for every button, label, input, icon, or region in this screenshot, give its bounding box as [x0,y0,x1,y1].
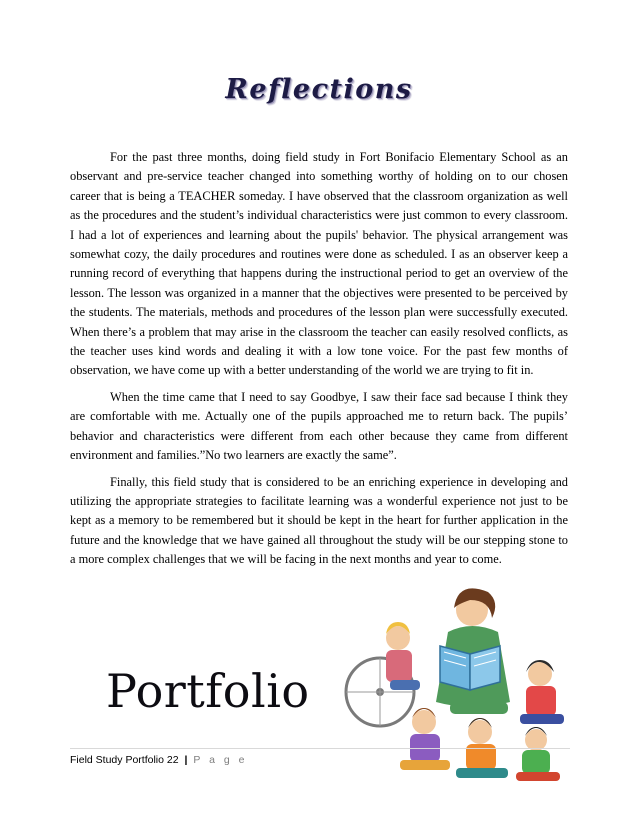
paragraph-1: For the past three months, doing field study in Fort Bonifacio Elementary School as an observant and pre-service teacher changed into something worthy of holding on to our chosen career that is being a TEACHER someday. I have observed that the classroom organization as well as the procedures and the student’s individual characteristics were just common to every classroom. I had a lot of experiences and learning about the pupils' behavior. The physical arrangement was somewhat cozy, the daily procedures and routines were done as scheduled. I as an observer keep a running record of everything that happens during the instructional period to get an overview of the lesson. The lesson was organized in a manner that the objectives were presented to be perceived by the students. The materials, methods and procedures of the lesson plan were successfully executed. When there’s a problem that may arise in the classroom the teacher can easily resolved conflicts, as the teacher uses kind words and dealing it with a low tone voice. For the past few months of observation, we have come up with a better understanding of the world we are trying to fit in. [70,150,568,378]
page-title: Reflections [225,74,413,105]
footer-page-label: P a g e [193,754,248,766]
footer-divider [70,748,570,749]
footer-separator: | [184,754,188,766]
page-footer [70,754,247,766]
footer-text: Field Study Portfolio 22 [70,754,179,766]
paragraph-2: When the time came that I need to say Goodbye, I saw their face sad because I think they are comfortable with me. Actually one of the pupils approached me to return back. The pupils’ behavior and characteristics were different from each other because they came from different environment and families.”No two learners are exactly the same”. [70,389,568,463]
paragraph-3: Finally, this field study that is considered to be an enriching experience in developing and utilizing the appropriate strategies to facilitate learning was a wonderful experience not just to be kept as a memory to be remembered but it should be kept in the heart for further application in the future and the knowledge that we have gained all throughout the study will be our stepping stone to a more complex challenges that we will be facing in the next months and year to come. [70,474,568,567]
teacher-reading-to-children-illustration [340,572,580,788]
reflection-body [70,148,568,577]
portfolio-heading: Portfolio [106,664,310,718]
